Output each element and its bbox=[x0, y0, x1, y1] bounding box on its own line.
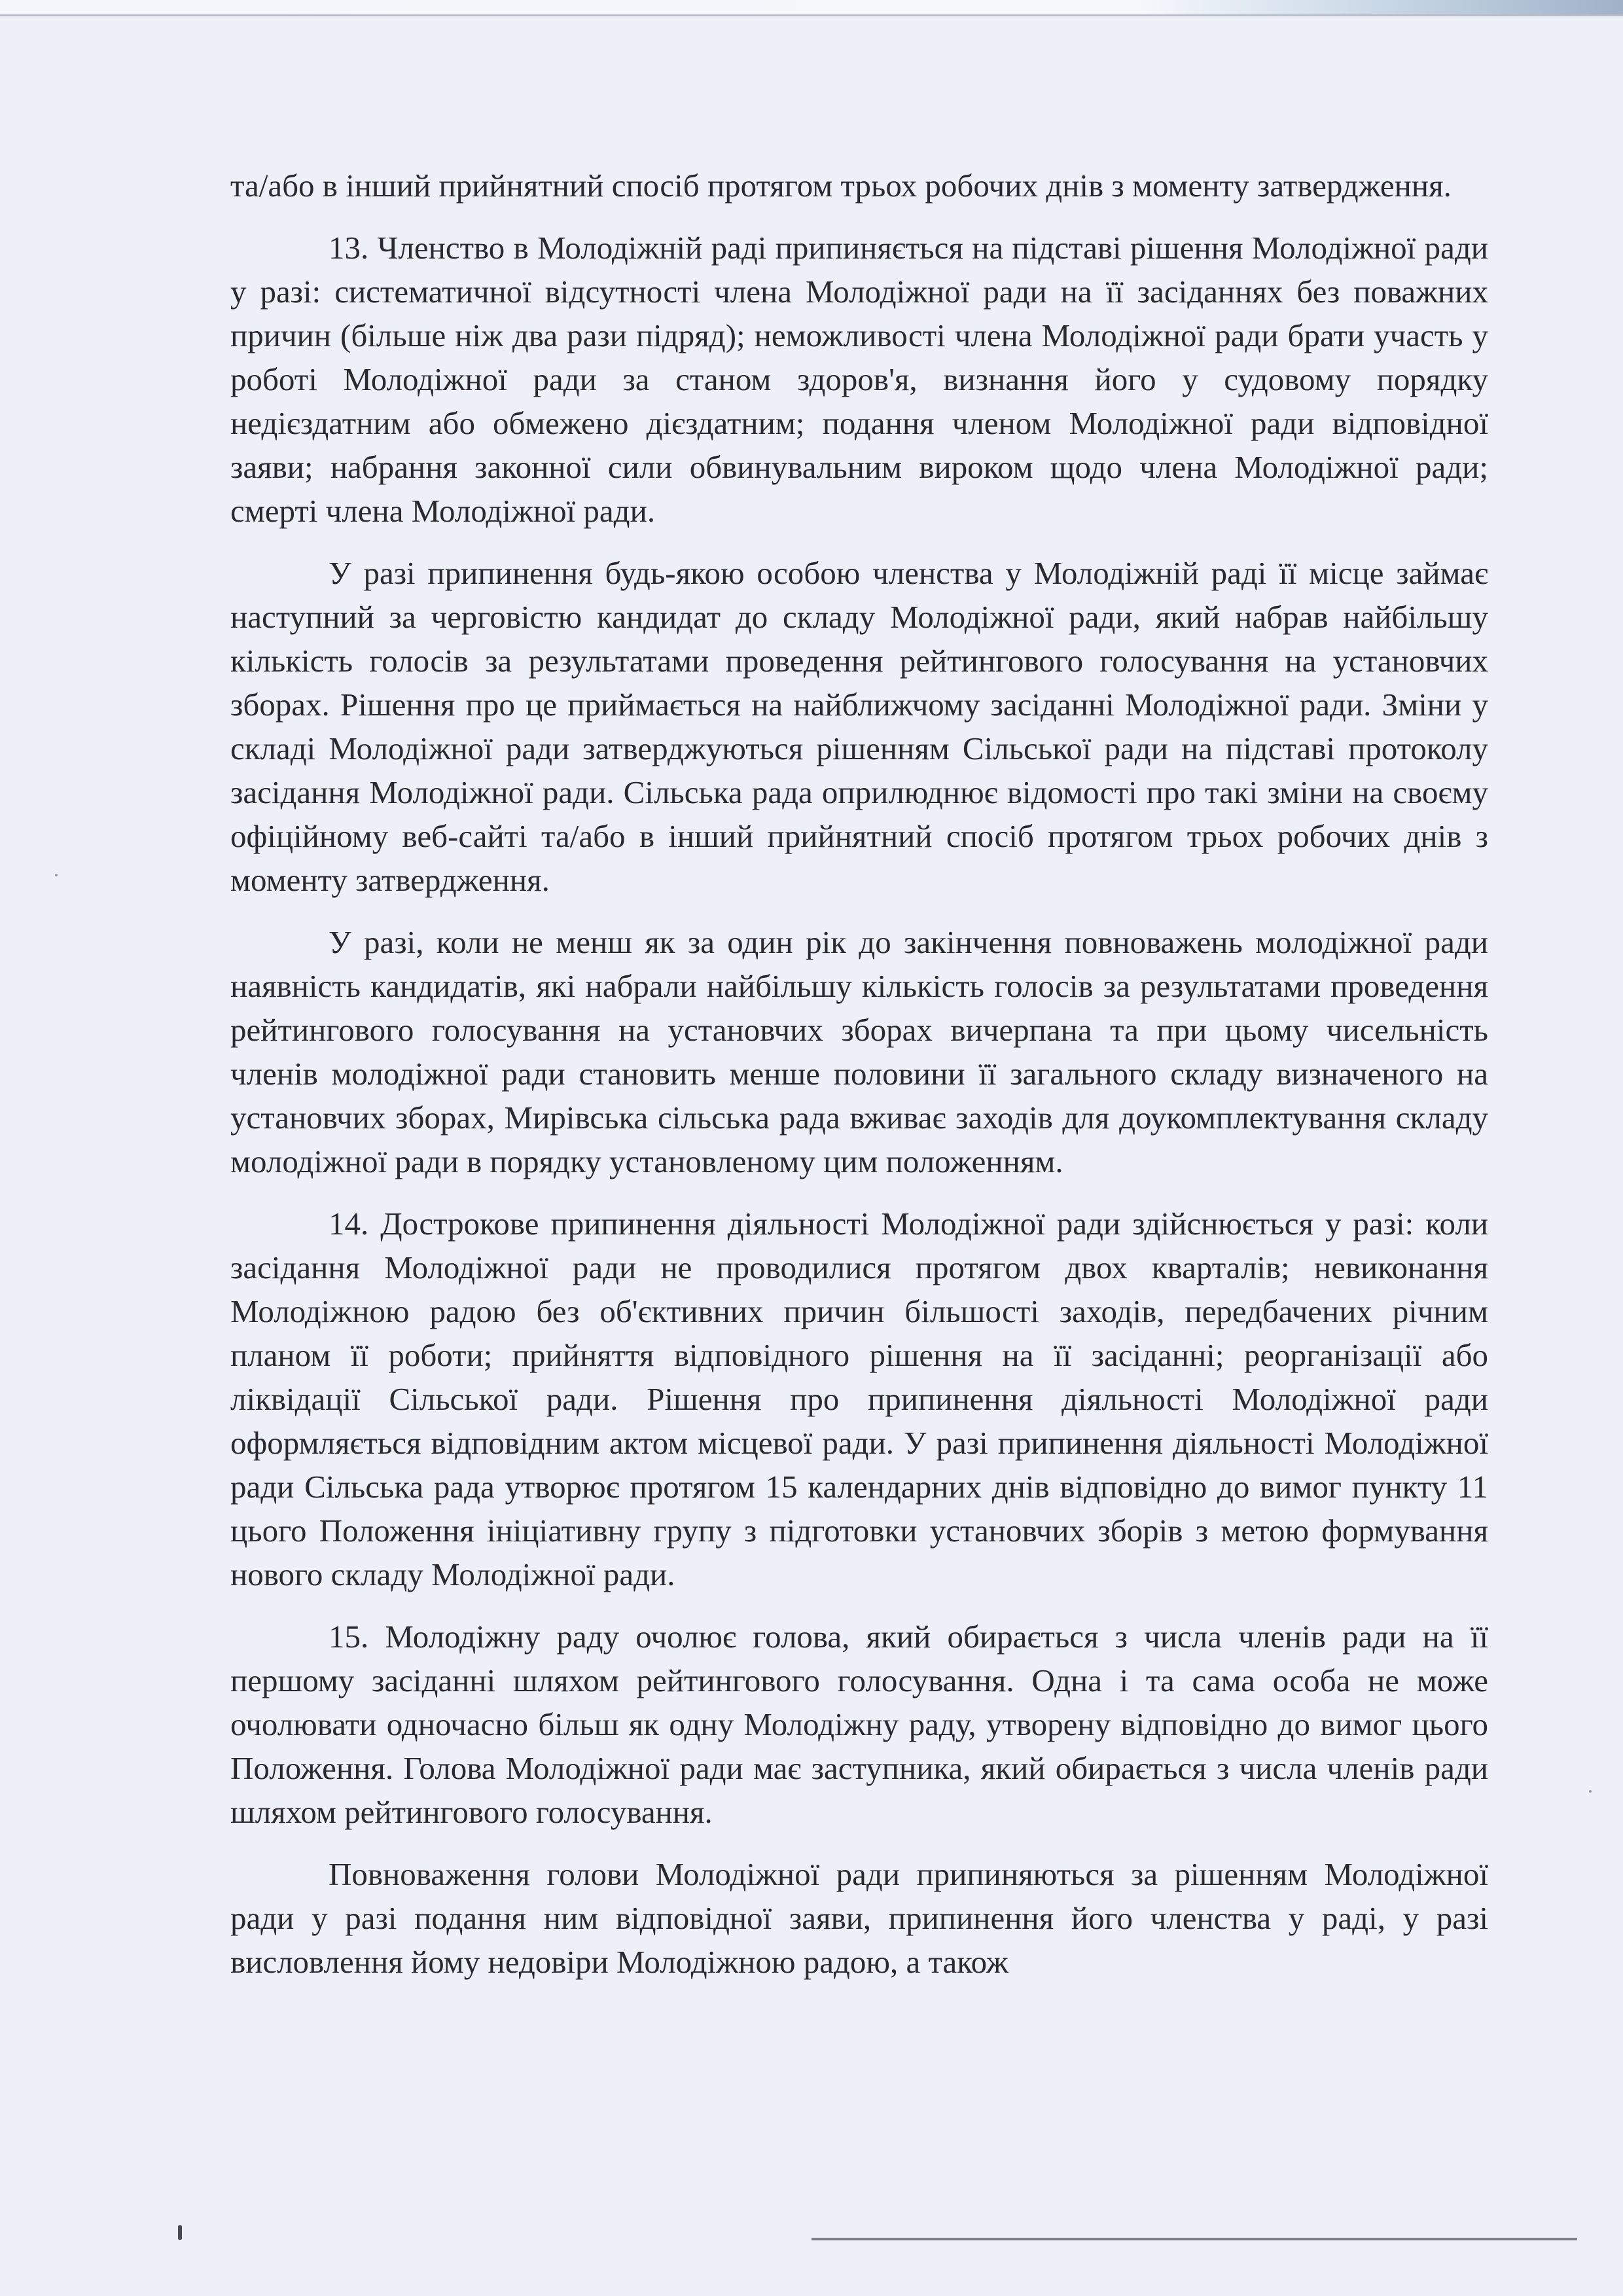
scan-speck bbox=[1589, 1790, 1592, 1793]
paragraph-item-13-replacement: У разі припинення будь-якою особою членства у Молодіжній раді її місце займає наступний за черговістю кандидат до складу Молодіжної ради, який набрав найбільшу кількість голосів за результатами проведення рейтингового голосування на установчих зборах. Рішення про це приймається на найближчому засіданні Молодіжної ради. Зміни у складі Молодіжної ради затверджуються рішенням Сільської ради на підставі протоколу засідання Молодіжної ради. Сільська рада оприлюднює відомості про такі зміни на своєму офіційному веб-сайті та/або в інший прийнятний спосіб протягом трьох робочих днів з моменту затвердження. bbox=[230, 555, 1488, 898]
scan-speck bbox=[178, 2225, 182, 2240]
scan-top-edge bbox=[0, 0, 1623, 16]
paragraph-item-15: 15. Молодіжну раду очолює голова, який обирається з числа членів ради на її першому засіданні шляхом рейтингового голосування. Одна і та сама особа не може очолювати одночасно більш як одну Молодіжну раду, утворену відповідно до вимог цього Положення. Голова Молодіжної ради має заступника, який обирається з числа членів ради шляхом рейтингового голосування. bbox=[230, 1619, 1488, 1830]
document-page bbox=[230, 164, 1488, 2002]
paragraph-item-13: 13. Членство в Молодіжній раді припиняється на підставі рішення Молодіжної ради у разі: систематичної відсутності члена Молодіжної ради на її засіданнях без поважних причин (більше ніж два рази підряд); неможливості члена Молодіжної ради брати участь у роботі Молодіжної ради за станом здоров'я, визнання його у судовому порядку недієздатним або обмежено дієздатним; подання членом Молодіжної ради відповідної заяви; набрання законної сили обвинувальним вироком щодо члена Молодіжної ради; смерті члена Молодіжної ради. bbox=[230, 230, 1488, 529]
paragraph-item-15-chair-powers: Повноваження голови Молодіжної ради припиняються за рішенням Молодіжної ради у разі подання ним відповідної заяви, припинення його членства у раді, у разі висловлення йому недовіри Молодіжною радою, а також bbox=[230, 1856, 1488, 1980]
paragraph-item-13-replenishment: У разі, коли не менш як за один рік до закінчення повноважень молодіжної ради наявність кандидатів, які набрали найбільшу кількість голосів за результатами проведення рейтингового голосування на установчих зборах вичерпана та при цьому чисельність членів молодіжної ради становить менше половини її загального складу визначеного на установчих зборах, Мирівська сільська рада вживає заходів для доукомплектування складу молодіжної ради в порядку установленому цим положенням. bbox=[230, 924, 1488, 1179]
scan-speck bbox=[55, 874, 58, 876]
paragraph-continuation: та/або в інший прийнятний спосіб протягом трьох робочих днів з моменту затвердження. bbox=[230, 168, 1452, 204]
paragraph-item-14: 14. Дострокове припинення діяльності Молодіжної ради здійснюється у разі: коли засідання Молодіжної ради не проводилися протягом двох кварталів; невиконання Молодіжною радою без об'єктивних причин більшості заходів, передбачених річним планом її роботи; прийняття відповідного рішення на її засіданні; реорганізації або ліквідації Сільської ради. Рішення про припинення діяльності Молодіжної ради оформляється відповідним актом місцевої ради. У разі припинення діяльності Молодіжної ради Сільська рада утворює протягом 15 календарних днів відповідно до вимог пункту 11 цього Положення ініціативну групу з підготовки установчих зборів з метою формування нового складу Молодіжної ради. bbox=[230, 1206, 1488, 1592]
footer-rule bbox=[812, 2238, 1577, 2240]
